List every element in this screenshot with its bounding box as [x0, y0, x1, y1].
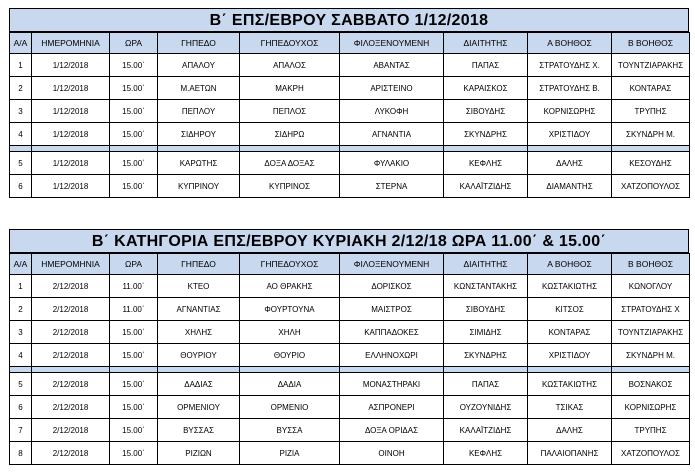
table-cell: ΑΡΙΣΤΕΙΝΟ [340, 77, 444, 100]
table-cell: 6 [10, 175, 32, 198]
column-header: Α ΒΟΗΘΟΣ [528, 33, 612, 54]
table-cell: ΚΕΣΟΥΔΗΣ [612, 152, 690, 175]
table-cell: ΚΩΝΟΓΛΟΥ [612, 275, 690, 298]
table-cell: ΚΙΤΣΟΣ [528, 298, 612, 321]
table-cell: 15.00΄ [110, 373, 158, 396]
table-cell: ΤΟΥΝΤΖΙΑΡΑΚΗΣ [612, 54, 690, 77]
column-header: Α/Α [10, 33, 32, 54]
table-cell: 7 [10, 419, 32, 442]
column-header: ΔΙΑΙΤΗΤΗΣ [444, 33, 528, 54]
table-cell: Μ.ΑΕΤΩΝ [158, 77, 240, 100]
column-header: Β ΒΟΗΘΟΣ [612, 254, 690, 275]
table-cell: 11.00΄ [110, 298, 158, 321]
table-cell: ΣΤΕΡΝΑ [340, 175, 444, 198]
column-header: ΗΜΕΡΟΜΗΝΙΑ [32, 33, 110, 54]
table-row [10, 396, 690, 419]
table-row [10, 175, 690, 198]
table-cell: ΤΡΥΠΗΣ [612, 419, 690, 442]
fixtures-table [9, 253, 690, 465]
table-cell: 1/12/2018 [32, 77, 110, 100]
table-cell: ΛΥΚΟΦΗ [340, 100, 444, 123]
table-cell: 2/12/2018 [32, 298, 110, 321]
table-row [10, 442, 690, 465]
table-cell: ΔΑΔΙΑ [240, 373, 340, 396]
table-cell: ΑΟ ΘΡΑΚΗΣ [240, 275, 340, 298]
table-cell: 2/12/2018 [32, 396, 110, 419]
column-header: ΓΗΠΕΔΟΥΧΟΣ [240, 33, 340, 54]
table-cell: ΣΤΡΑΤΟΥΔΗΣ Χ [612, 298, 690, 321]
table-cell: ΟΡΜΕΝΙΟ [240, 396, 340, 419]
column-header: ΦΙΛΟΞΕΝΟΥΜΕΝΗ [340, 254, 444, 275]
table-cell: ΡΙΖΙΩΝ [158, 442, 240, 465]
table-cell: ΦΟΥΡΤΟΥΝΑ [240, 298, 340, 321]
column-header: ΔΙΑΙΤΗΤΗΣ [444, 254, 528, 275]
table-cell: ΑΓΝΑΝΤΙΑ [340, 123, 444, 146]
table-cell: 6 [10, 396, 32, 419]
table-cell: 8 [10, 442, 32, 465]
table-cell: ΡΙΖΙΑ [240, 442, 340, 465]
table-cell: ΤΡΥΠΗΣ [612, 100, 690, 123]
table-cell: ΒΥΣΣΑΣ [158, 419, 240, 442]
table-cell: 2/12/2018 [32, 344, 110, 367]
table-cell: ΚΑΛΑΪΤΖΙΔΗΣ [444, 419, 528, 442]
table-cell: ΑΠΑΛΟΣ [240, 54, 340, 77]
table-cell: ΣΙΔΗΡΩ [240, 123, 340, 146]
table-cell: ΚΟΝΤΑΡΑΣ [612, 77, 690, 100]
table-cell: ΜΑΚΡΗ [240, 77, 340, 100]
table-cell: ΔΑΛΗΣ [528, 152, 612, 175]
table-row [10, 77, 690, 100]
table-cell: ΠΕΠΛΟΥ [158, 100, 240, 123]
table-cell: 2/12/2018 [32, 275, 110, 298]
table-cell: ΦΥΛΑΚΙΟ [340, 152, 444, 175]
table-cell: 2 [10, 298, 32, 321]
table-cell: 2/12/2018 [32, 321, 110, 344]
table-cell: ΧΑΤΖΟΠΟΥΛΟΣ [612, 175, 690, 198]
table-cell: ΚΤΕΟ [158, 275, 240, 298]
table-cell: ΔΑΛΗΣ [528, 419, 612, 442]
table-cell: ΚΕΦΛΗΣ [444, 442, 528, 465]
table-cell: ΧΗΛΗΣ [158, 321, 240, 344]
table-cell: 1 [10, 54, 32, 77]
table-cell: ΑΓΝΑΝΤΙΑΣ [158, 298, 240, 321]
table-row [10, 373, 690, 396]
table-cell: ΚΩΣΤΑΚΙΩΤΗΣ [528, 275, 612, 298]
table-cell: 1/12/2018 [32, 54, 110, 77]
table-row [10, 54, 690, 77]
table-cell: ΟΡΜΕΝΙΟΥ [158, 396, 240, 419]
fixtures-table [9, 32, 690, 198]
table-cell: 15.00΄ [110, 442, 158, 465]
table-cell: 1/12/2018 [32, 100, 110, 123]
column-header: Α/Α [10, 254, 32, 275]
table-cell: ΑΒΑΝΤΑΣ [340, 54, 444, 77]
table-cell: ΑΣΠΡΟΝΕΡΙ [340, 396, 444, 419]
table-cell: 3 [10, 100, 32, 123]
table-cell: 15.00΄ [110, 419, 158, 442]
table-cell: ΣΙΔΗΡΟΥ [158, 123, 240, 146]
table-cell: 15.00΄ [110, 175, 158, 198]
table-cell: 15.00΄ [110, 152, 158, 175]
table-row [10, 123, 690, 146]
table-cell: 2/12/2018 [32, 373, 110, 396]
table-cell: ΒΟΣΝΑΚΟΣ [612, 373, 690, 396]
column-header: ΩΡΑ [110, 254, 158, 275]
table-cell: 15.00΄ [110, 54, 158, 77]
column-header: Α ΒΟΗΘΟΣ [528, 254, 612, 275]
table-cell: ΘΟΥΡΙΟ [240, 344, 340, 367]
table-cell: 1/12/2018 [32, 152, 110, 175]
table-row [10, 298, 690, 321]
column-header: ΓΗΠΕΔΟ [158, 33, 240, 54]
table-cell: 4 [10, 344, 32, 367]
table-cell: ΠΕΠΛΟΣ [240, 100, 340, 123]
table-cell: ΕΛΛΗΝΟΧΩΡΙ [340, 344, 444, 367]
table-cell: ΚΑΛΑΪΤΖΙΔΗΣ [444, 175, 528, 198]
section-title: Β΄ ΚΑΤΗΓΟΡΙΑ ΕΠΣ/ΕΒΡΟΥ ΚΥΡΙΑΚΗ 2/12/18 ΩΡΑ 11.00΄ & 15.00΄ [9, 229, 689, 253]
table-cell: 2/12/2018 [32, 442, 110, 465]
table-cell: ΤΣΙΚΑΣ [528, 396, 612, 419]
table-cell: ΣΤΡΑΤΟΥΔΗΣ Χ. [528, 54, 612, 77]
table-cell: ΧΗΛΗ [240, 321, 340, 344]
table-cell: 1/12/2018 [32, 175, 110, 198]
table-cell: ΣΙΒΟΥΔΗΣ [444, 298, 528, 321]
section-sunday [9, 229, 689, 465]
table-cell: 5 [10, 152, 32, 175]
header-row [10, 254, 690, 275]
table-cell: ΠΑΠΑΣ [444, 373, 528, 396]
table-cell: ΧΑΤΖΟΠΟΥΛΟΣ [612, 442, 690, 465]
table-cell: ΜΟΝΑΣΤΗΡΑΚΙ [340, 373, 444, 396]
table-cell: ΚΟΡΝΙΣΩΡΗΣ [612, 396, 690, 419]
column-header: ΓΗΠΕΔΟΥΧΟΣ [240, 254, 340, 275]
column-header: ΦΙΛΟΞΕΝΟΥΜΕΝΗ [340, 33, 444, 54]
table-cell: 15.00΄ [110, 344, 158, 367]
table-cell: ΠΑΛΑΙΟΠΑΝΗΣ [528, 442, 612, 465]
table-cell: ΑΠΑΛΟΥ [158, 54, 240, 77]
table-cell: ΔΟΡΙΣΚΟΣ [340, 275, 444, 298]
table-cell: ΘΟΥΡΙΟΥ [158, 344, 240, 367]
table-cell: ΧΡΙΣΤΙΔΟΥ [528, 123, 612, 146]
table-cell: ΤΟΥΝΤΖΙΑΡΑΚΗΣ [612, 321, 690, 344]
table-row [10, 275, 690, 298]
table-cell: 15.00΄ [110, 396, 158, 419]
column-header: Β ΒΟΗΘΟΣ [612, 33, 690, 54]
table-cell: ΚΥΠΡΙΝΟΣ [240, 175, 340, 198]
table-cell: 4 [10, 123, 32, 146]
table-cell: 3 [10, 321, 32, 344]
table-cell: ΚΟΝΤΑΡΑΣ [528, 321, 612, 344]
table-cell: ΔΟΞΑ ΟΡΙΔΑΣ [340, 419, 444, 442]
table-cell: 1/12/2018 [32, 123, 110, 146]
table-cell: ΣΤΡΑΤΟΥΔΗΣ Β. [528, 77, 612, 100]
table-cell: 2 [10, 77, 32, 100]
table-cell: 5 [10, 373, 32, 396]
table-cell: ΣΚΥΝΔΡΗΣ [444, 123, 528, 146]
section-title: Β΄ ΕΠΣ/ΕΒΡΟΥ ΣΑΒΒΑΤΟ 1/12/2018 [9, 8, 689, 32]
table-cell: 15.00΄ [110, 100, 158, 123]
table-cell: 15.00΄ [110, 77, 158, 100]
table-cell: ΚΟΡΝΙΣΩΡΗΣ [528, 100, 612, 123]
table-cell: 15.00΄ [110, 123, 158, 146]
table-cell: ΔΙΑΜΑΝΤΗΣ [528, 175, 612, 198]
table-cell: ΚΑΠΠΑΔΟΚΕΣ [340, 321, 444, 344]
table-cell: ΚΩΣΤΑΚΙΩΤΗΣ [528, 373, 612, 396]
table-row [10, 321, 690, 344]
table-cell: ΚΕΦΛΗΣ [444, 152, 528, 175]
table-cell: ΚΑΡΑΙΣΚΟΣ [444, 77, 528, 100]
table-row [10, 344, 690, 367]
table-row [10, 152, 690, 175]
table-row [10, 419, 690, 442]
section-saturday [9, 8, 689, 198]
table-cell: ΒΥΣΣΑ [240, 419, 340, 442]
column-header: ΓΗΠΕΔΟ [158, 254, 240, 275]
table-cell: ΣΙΒΟΥΔΗΣ [444, 100, 528, 123]
table-cell: ΔΟΞΑ ΔΟΞΑΣ [240, 152, 340, 175]
table-cell: ΣΙΜΙΔΗΣ [444, 321, 528, 344]
table-cell: ΣΚΥΝΔΡΗ Μ. [612, 123, 690, 146]
table-cell: 1 [10, 275, 32, 298]
table-cell: ΚΥΠΡΙΝΟΥ [158, 175, 240, 198]
table-cell: ΠΑΠΑΣ [444, 54, 528, 77]
table-cell: 15.00΄ [110, 321, 158, 344]
table-cell: ΟΙΝΟΗ [340, 442, 444, 465]
table-cell: ΣΚΥΝΔΡΗ Μ. [612, 344, 690, 367]
table-cell: ΟΥΖΟΥΝΙΔΗΣ [444, 396, 528, 419]
table-row [10, 100, 690, 123]
table-cell: ΣΚΥΝΔΡΗΣ [444, 344, 528, 367]
table-cell: ΧΡΙΣΤΙΔΟΥ [528, 344, 612, 367]
table-cell: ΚΑΡΩΤΗΣ [158, 152, 240, 175]
table-cell: ΔΑΔΙΑΣ [158, 373, 240, 396]
table-cell: 2/12/2018 [32, 419, 110, 442]
column-header: ΗΜΕΡΟΜΗΝΙΑ [32, 254, 110, 275]
table-cell: 11.00΄ [110, 275, 158, 298]
table-cell: ΜΑΙΣΤΡΟΣ [340, 298, 444, 321]
header-row [10, 33, 690, 54]
column-header: ΩΡΑ [110, 33, 158, 54]
table-cell: ΚΩΝΣΤΑΝΤΑΚΗΣ [444, 275, 528, 298]
